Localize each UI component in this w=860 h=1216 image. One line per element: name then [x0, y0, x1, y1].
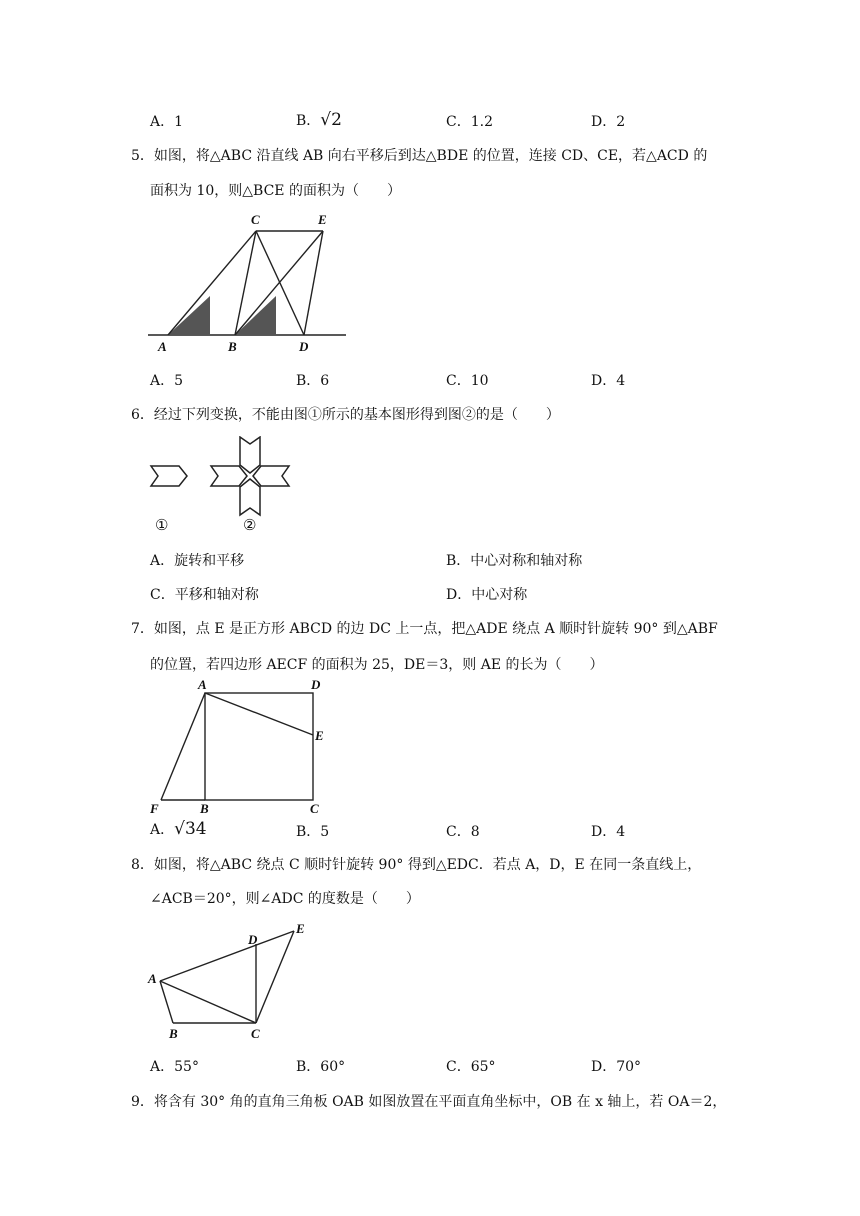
q8-option-d: D．70° [591, 1059, 642, 1075]
q8-option-a: A．55° [150, 1059, 199, 1075]
q8-figure [140, 918, 320, 1043]
q4-option-a: A．1 [150, 114, 184, 130]
q5-label-b: B [228, 339, 237, 354]
q7-label-d: D [311, 677, 321, 692]
q4-option-c: C．1.2 [446, 114, 493, 130]
q7-label-b: B [200, 801, 209, 816]
q8-stem-line1: 8．如图，将△ABC 绕点 C 顺时针旋转 90° 得到△EDC．若点 A，D，E 在同一条直线上， [131, 857, 702, 873]
q7-figure [140, 676, 340, 816]
q7-option-d: D．4 [591, 824, 626, 840]
q5-label-d: D [299, 339, 309, 354]
q4-option-d: D．2 [591, 114, 626, 130]
q6-option-a: A．旋转和平移 [150, 553, 245, 569]
q5-option-d: D．4 [591, 373, 626, 389]
q7-label-e: E [315, 728, 324, 743]
q7-label-c: C [310, 801, 319, 816]
q5-option-c: C．10 [446, 373, 489, 389]
q8-label-a: A [148, 971, 157, 986]
q8-label-d: D [248, 932, 258, 947]
q5-stem-line2: 面积为 10，则△BCE 的面积为（ ） [150, 183, 401, 199]
q9-stem-line1: 9．将含有 30° 角的直角三角板 OAB 如图放置在平面直角坐标中，OB 在 x 轴上，若 OA＝2， [131, 1094, 727, 1110]
q8-stem-line2: ∠ACB＝20°，则∠ADC 的度数是（ ） [150, 891, 420, 907]
q6-option-b: B．中心对称和轴对称 [446, 553, 583, 569]
q4-option-b: B．√2 [296, 110, 342, 130]
q8-label-b: B [169, 1026, 178, 1041]
q7-label-a: A [198, 677, 207, 692]
q7-option-c: C．8 [446, 824, 480, 840]
q7-option-b: B．5 [296, 824, 330, 840]
q6-option-c: C．平移和轴对称 [150, 587, 259, 603]
q5-stem-line1: 5．如图，将△ABC 沿直线 AB 向右平移后到达△BDE 的位置，连接 CD、CE，若△ACD 的 [131, 148, 708, 164]
q6-label-two: ② [243, 518, 257, 534]
q5-option-a: A．5 [150, 373, 184, 389]
q7-option-a: A．√34 [150, 819, 207, 839]
q5-label-e: E [318, 212, 327, 227]
q5-option-b: B．6 [296, 373, 330, 389]
q7-stem-line1: 7．如图，点 E 是正方形 ABCD 的边 DC 上一点，把△ADE 绕点 A 顺时针旋转 90° 到△ABF [131, 621, 718, 637]
q5-figure [140, 208, 360, 358]
q6-label-one: ① [155, 518, 169, 534]
q7-label-f: F [150, 801, 159, 816]
q6-option-d: D．中心对称 [446, 587, 528, 603]
q6-figure [145, 436, 295, 536]
q5-label-c: C [251, 212, 260, 227]
q8-label-e: E [296, 921, 305, 936]
q8-option-b: B．60° [296, 1059, 346, 1075]
q6-stem-line1: 6．经过下列变换，不能由图①所示的基本图形得到图②的是（ ） [131, 407, 560, 423]
q8-label-c: C [251, 1026, 260, 1041]
q8-option-c: C．65° [446, 1059, 496, 1075]
q7-stem-line2: 的位置，若四边形 AECF 的面积为 25，DE＝3，则 AE 的长为（ ） [150, 657, 604, 673]
q5-label-a: A [158, 339, 167, 354]
